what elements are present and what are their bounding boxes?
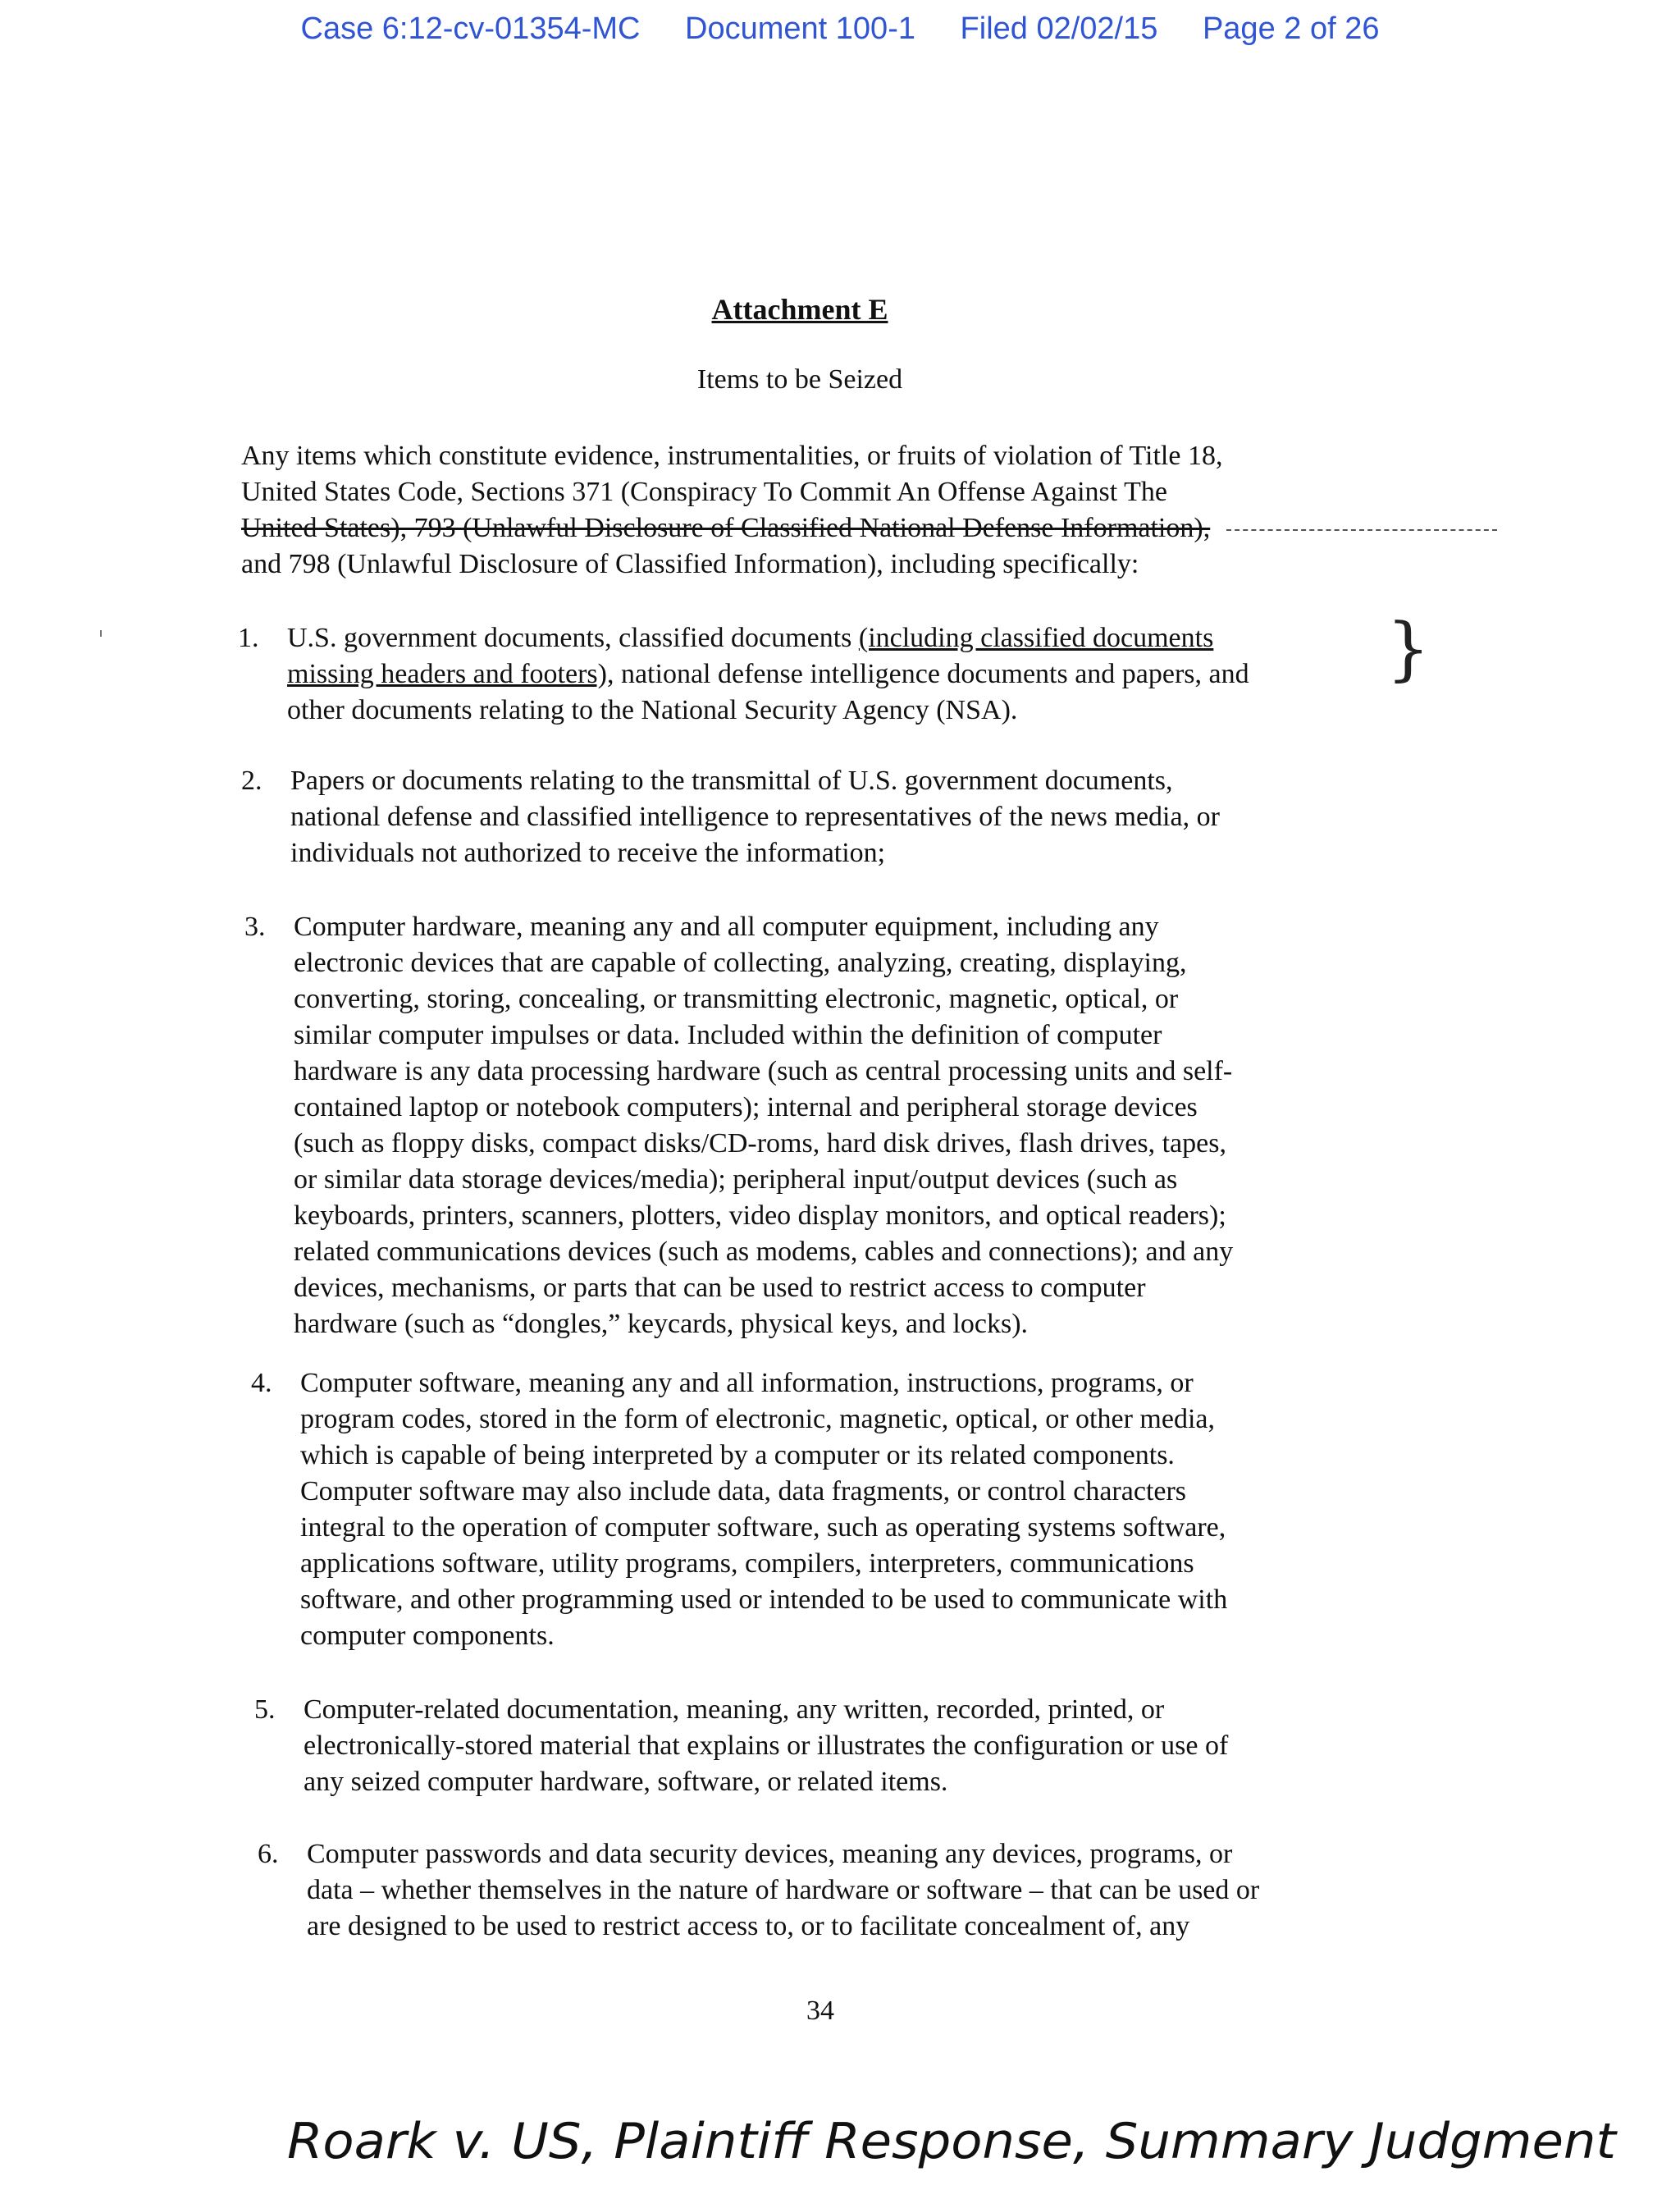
intro-line-struck	[241, 510, 1390, 546]
item-line: devices, mechanisms, or parts that can be used to restrict access to computer	[294, 1273, 1146, 1303]
item-line: keyboards, printers, scanners, plotters, video display monitors, and optical readers);	[294, 1200, 1226, 1231]
item-line: hardware is any data processing hardware (such as central processing units and self-	[294, 1056, 1233, 1086]
item-number: 6.	[258, 1839, 279, 1869]
item-line: contained laptop or notebook computers); internal and peripheral storage devices	[294, 1092, 1198, 1122]
item-line: Computer passwords and data security devices, meaning any devices, programs, or	[307, 1839, 1233, 1869]
item-body	[290, 763, 1220, 871]
item-line: are designed to be used to restrict access to, or to facilitate concealment of, any	[307, 1911, 1190, 1941]
struck-text: United States), 793 (Unlawful Disclosure of Classified National Defense Information),	[241, 513, 1211, 543]
item-body	[307, 1836, 1259, 1945]
filed-date: Filed 02/02/15	[960, 11, 1158, 46]
item-line: Computer software may also include data, data fragments, or control characters	[300, 1476, 1187, 1506]
item-line: electronically-stored material that explains or illustrates the configuration or use of	[304, 1730, 1229, 1761]
item-number: 3.	[244, 912, 266, 942]
item-number: 4.	[251, 1368, 272, 1398]
subtitle-block	[640, 364, 960, 395]
item-number: 1.	[238, 623, 259, 653]
item-line: integral to the operation of computer software, such as operating systems software,	[300, 1512, 1226, 1543]
item-line: national defense and classified intelligence to representatives of the news media, or	[290, 802, 1220, 832]
page-subtitle: Items to be Seized	[696, 364, 903, 395]
underlined-text: (including classified documents	[858, 623, 1214, 653]
item-line: (such as floppy disks, compact disks/CD-roms, hard disk drives, flash drives, tapes,	[294, 1128, 1226, 1159]
item-line: program codes, stored in the form of electronic, magnetic, optical, or other media,	[300, 1404, 1215, 1434]
item-line: related communications devices (such as modems, cables and connections); and any	[294, 1237, 1234, 1267]
item-line: converting, storing, concealing, or transmitting electronic, magnetic, optical, or	[294, 984, 1179, 1014]
item-line: similar computer impulses or data. Included within the definition of computer	[294, 1020, 1162, 1050]
item-line: Papers or documents relating to the transmittal of U.S. government documents,	[290, 766, 1173, 796]
item-number: 2.	[241, 766, 262, 796]
title-block	[705, 292, 894, 327]
item-line: software, and other programming used or intended to be used to communicate with	[300, 1584, 1228, 1615]
item-line: other documents relating to the National Security Agency (NSA).	[287, 695, 1018, 725]
underlined-text: missing headers and footers),	[287, 659, 614, 689]
item-line: Computer-related documentation, meaning, any written, recorded, printed, or	[304, 1694, 1165, 1725]
intro-line: and 798 (Unlawful Disclosure of Classified Information), including specifically:	[241, 549, 1139, 579]
item-line: Computer hardware, meaning any and all computer equipment, including any	[294, 912, 1159, 942]
intro-paragraph	[241, 438, 1390, 583]
intro-line: Any items which constitute evidence, instrumentalities, or fruits of violation of Title 18,	[241, 441, 1223, 471]
item-line: electronic devices that are capable of collecting, analyzing, creating, displaying,	[294, 948, 1187, 978]
dashed-rule	[1226, 529, 1497, 531]
item-line: individuals not authorized to receive the information;	[290, 838, 886, 868]
item-body	[300, 1365, 1227, 1654]
item-body	[304, 1692, 1228, 1800]
handwritten-note	[279, 2101, 1624, 2183]
item-line: applications software, utility programs, compilers, interpreters, communications	[300, 1548, 1194, 1579]
handwritten-text: Roark v. US, Plaintiff Response, Summary Judgment	[287, 2113, 1618, 2170]
case-number: Case 6:12-cv-01354-MC	[300, 11, 641, 46]
item-text: national defense intelligence documents and papers, and	[614, 659, 1249, 689]
item-line: or similar data storage devices/media); peripheral input/output devices (such as	[294, 1164, 1178, 1195]
item-line: which is capable of being interpreted by a computer or its related components.	[300, 1440, 1175, 1470]
item-body	[287, 620, 1249, 729]
document-number: Document 100-1	[685, 11, 915, 46]
item-body	[294, 909, 1233, 1342]
item-line: data – whether themselves in the nature of hardware or software – that can be used or	[307, 1875, 1260, 1905]
page-title: Attachment E	[711, 293, 888, 326]
item-line: Computer software, meaning any and all information, instructions, programs, or	[300, 1368, 1194, 1398]
item-line	[287, 620, 1249, 656]
item-line	[287, 656, 1249, 693]
intro-line: United States Code, Sections 371 (Conspiracy To Commit An Offense Against The	[241, 477, 1167, 507]
page-number: 34	[806, 1996, 834, 2026]
item-line: hardware (such as “dongles,” keycards, physical keys, and locks).	[294, 1309, 1029, 1339]
scan-mark	[100, 630, 107, 637]
item-number: 5.	[254, 1694, 276, 1725]
item-line: computer components.	[300, 1621, 555, 1651]
handwritten-brace-icon: }	[1386, 608, 1431, 688]
page-of-total: Page 2 of 26	[1202, 11, 1380, 46]
item-line: any seized computer hardware, software, or related items.	[304, 1767, 948, 1797]
item-text: U.S. government documents, classified documents	[287, 623, 859, 653]
case-header	[0, 11, 1680, 47]
